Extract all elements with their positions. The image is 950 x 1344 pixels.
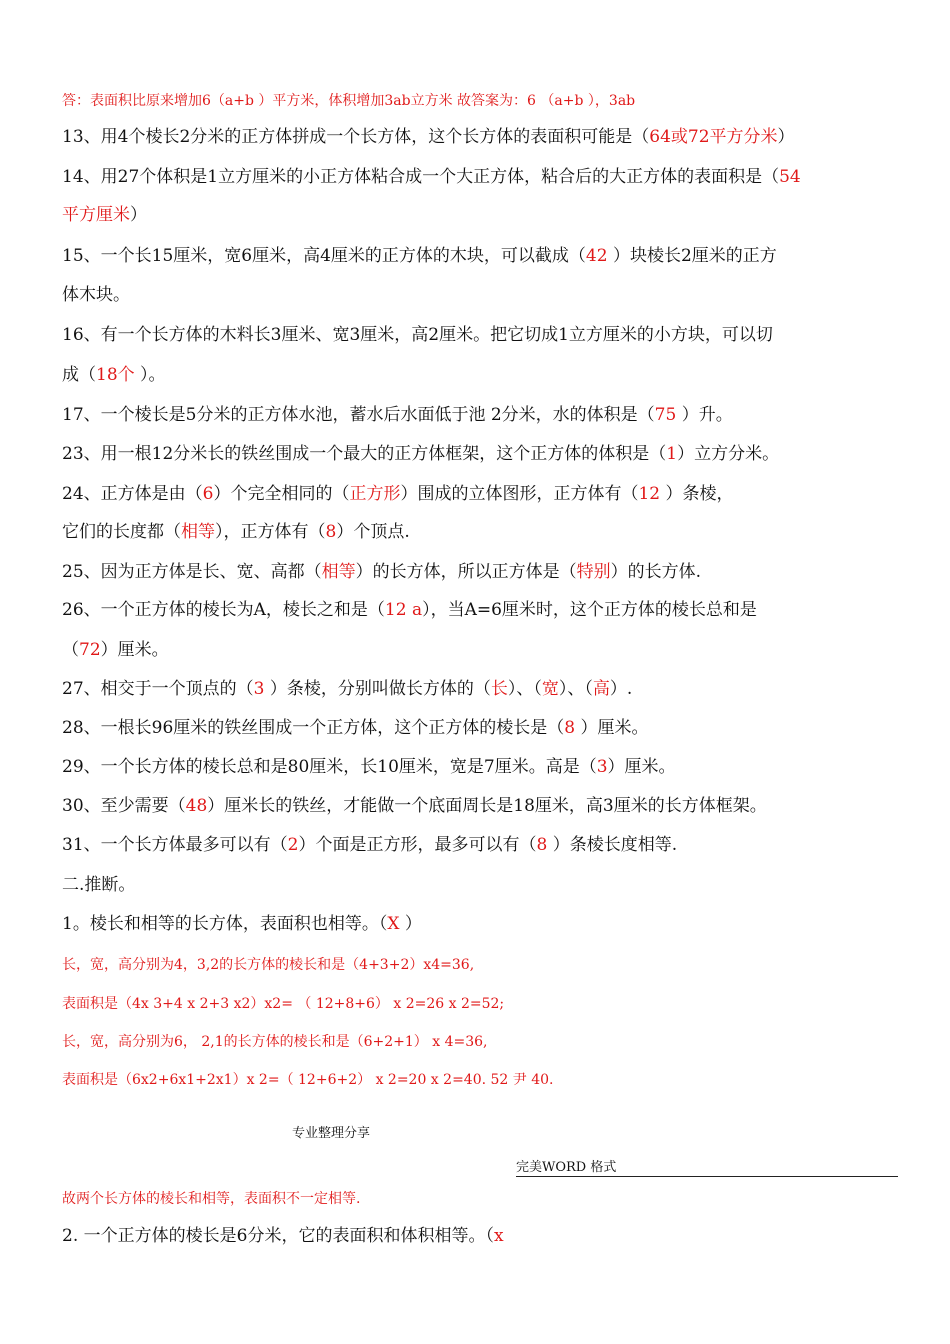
line-q17 — [62, 404, 733, 426]
question-text: ）的长方体. — [610, 562, 702, 582]
question-text: 30、至少需要（ — [62, 796, 186, 816]
answer-text: x — [493, 1226, 504, 1246]
question-text: ）. — [609, 679, 633, 699]
line-q29 — [62, 756, 676, 778]
question-text: 24、正方体是由（ — [62, 484, 203, 504]
line-q14-cont — [62, 204, 147, 226]
question-text: 16、有一个长方体的木料长3厘米、宽3厘米，高2厘米。把它切成1立方厘米的小方块，可以切 — [62, 325, 773, 345]
answer-text: 长 — [490, 679, 508, 699]
question-text: 23、用一根12分米长的铁丝围成一个最大的正方体框架，这个正方体的体积是（ — [62, 444, 667, 464]
question-text: ）的长方体，所以正方体是（ — [355, 562, 577, 582]
answer-text: 故两个长方体的棱长和相等，表面积不一定相等. — [62, 1191, 361, 1207]
question-text: 17、一个棱长是5分米的正方体水池，蓄水后水面低于池 2分米，水的体积是（ — [62, 405, 655, 425]
line-j2 — [62, 1225, 504, 1247]
answer-text: 长，宽，高分别为4，3,2的长方体的棱长和是（4+3+2）x4=36, — [62, 957, 475, 973]
answer-text: 8 — [536, 835, 548, 855]
question-text: ）厘米。 — [607, 757, 676, 777]
line-q27 — [62, 678, 632, 700]
question-text: 二.推断。 — [62, 875, 136, 895]
question-text: 29、一个长方体的棱长总和是80厘米，长10厘米，宽是7厘米。高是（ — [62, 757, 597, 777]
line-j1-conclusion — [62, 1190, 360, 1208]
question-text: ）、（ — [507, 679, 542, 699]
answer-text: 54 — [779, 167, 801, 187]
answer-text: 12 — [638, 484, 661, 504]
footer-right-text: 完美WORD 格式 — [516, 1156, 898, 1177]
question-text: ）个面是正方形，最多可以有（ — [298, 835, 537, 855]
question-text: ）、（ — [558, 679, 593, 699]
answer-text: 相等 — [181, 522, 215, 542]
answer-text: X — [387, 914, 400, 934]
answer-text: 8 — [564, 718, 576, 738]
question-text: ）条棱，分别叫做长方体的（ — [264, 679, 491, 699]
question-text: （ — [62, 640, 79, 660]
answer-text: 18个 — [96, 365, 135, 385]
answer-text: 1 — [666, 444, 678, 464]
line-j1-expl-2 — [62, 995, 504, 1013]
answer-text: 3 — [253, 679, 265, 699]
question-text: ），当A=6厘米时，这个正方体的棱长总和是 — [422, 600, 757, 620]
line-q26-cont — [62, 639, 169, 661]
answer-text: 表面积是（6x2+6x1+2x1）x 2=（ 12+6+2） x 2=20 x 2=40. 52 尹 40. — [62, 1072, 554, 1088]
line-q28 — [62, 717, 649, 739]
question-text: 1。棱长和相等的长方体，表面积也相等。（ — [62, 914, 388, 934]
line-q31 — [62, 834, 677, 856]
question-text: 27、相交于一个顶点的（ — [62, 679, 254, 699]
answer-text: 长，宽，高分别为6， 2,1的长方体的棱长和是（6+2+1） x 4=36, — [62, 1034, 488, 1050]
answer-text: 48 — [185, 796, 208, 816]
answer-text: 平方厘米 — [62, 205, 130, 225]
answer-text: 72 — [79, 640, 101, 660]
line-j1 — [62, 913, 422, 935]
section-heading-judgement — [62, 874, 135, 896]
question-text: ）条棱长度相等. — [547, 835, 678, 855]
footer-center-text: 专业整理分享 — [292, 1126, 371, 1141]
question-text: 2. 一个正方体的棱长是6分米，它的表面积和体积相等。（ — [62, 1226, 494, 1246]
question-text: ）条棱， — [660, 484, 734, 504]
answer-text: 正方形 — [349, 484, 401, 504]
answer-text: 75 — [654, 405, 677, 425]
line-q24 — [62, 483, 734, 505]
answer-text: 表面积是（4x 3+4 x 2+3 x2）x2= （ 12+8+6） x 2=26 x 2=52; — [62, 996, 505, 1012]
question-text: 成（ — [62, 365, 96, 385]
answer-text: 6 — [202, 484, 214, 504]
question-text: 15、一个长15厘米，宽6厘米，高4厘米的正方体的木块，可以截成（ — [62, 246, 586, 266]
question-text: ）个顶点. — [336, 522, 410, 542]
question-text: ）。 — [134, 365, 166, 385]
answer-text: 2 — [287, 835, 299, 855]
answer-text: 8 — [325, 522, 337, 542]
line-q16-cont — [62, 364, 166, 386]
question-text: 13、用4个棱长2分米的正方体拼成一个长方体，这个长方体的表面积可能是（ — [62, 127, 650, 147]
line-q30 — [62, 795, 767, 817]
question-text: ） — [399, 914, 422, 934]
question-text: ），正方体有（ — [215, 522, 326, 542]
answer-text: 宽 — [541, 679, 559, 699]
question-text: ）厘米。 — [575, 718, 649, 738]
answer-text: 42 — [585, 246, 608, 266]
answer-text: 答：表面积比原来增加6（a+b ）平方米，体积增加3ab立方米 故答案为：6 （a+b ），3ab — [62, 93, 636, 109]
line-q15-cont — [62, 284, 130, 306]
line-q15 — [62, 245, 777, 267]
question-text: ）厘米。 — [100, 640, 169, 660]
question-text: 26、一个正方体的棱长为A，棱长之和是（ — [62, 600, 385, 620]
answer-text: 12 a — [384, 600, 423, 620]
question-text: ）个完全相同的（ — [213, 484, 350, 504]
line-j1-expl-4 — [62, 1071, 554, 1089]
question-text: ） — [777, 127, 795, 147]
line-q26 — [62, 599, 757, 621]
question-text: 25、因为正方体是长、宽、高都（ — [62, 562, 322, 582]
line-j1-expl-3 — [62, 1033, 488, 1051]
question-text: ） — [130, 205, 147, 225]
line-q24-cont — [62, 521, 410, 543]
question-text: ）厘米长的铁丝，才能做一个底面周长是18厘米，高3厘米的长方体框架。 — [207, 796, 767, 816]
question-text: ）升。 — [676, 405, 733, 425]
line-q13 — [62, 126, 795, 148]
answer-text: 64或72平方分米 — [649, 127, 778, 147]
answer-text: 高 — [592, 679, 610, 699]
question-text: 14、用27个体积是1立方厘米的小正方体粘合成一个大正方体，粘合后的大正方体的表面积是（ — [62, 167, 780, 187]
line-answer-12 — [62, 92, 635, 110]
line-q16 — [62, 324, 773, 346]
answer-text: 相等 — [321, 562, 356, 582]
line-q25 — [62, 561, 701, 583]
question-text: 它们的长度都（ — [62, 522, 181, 542]
answer-text: 特别 — [576, 562, 611, 582]
question-text: ）围成的立体图形，正方体有（ — [400, 484, 639, 504]
question-text: 体木块。 — [62, 285, 130, 305]
line-j1-expl-1 — [62, 956, 474, 974]
line-q14 — [62, 166, 801, 188]
question-text: 28、一根长96厘米的铁丝围成一个正方体，这个正方体的棱长是（ — [62, 718, 565, 738]
question-text: ）立方分米。 — [677, 444, 780, 464]
line-q23 — [62, 443, 779, 465]
question-text: 31、一个长方体最多可以有（ — [62, 835, 288, 855]
answer-text: 3 — [596, 757, 608, 777]
question-text: ）块棱长2厘米的正方 — [607, 246, 777, 266]
